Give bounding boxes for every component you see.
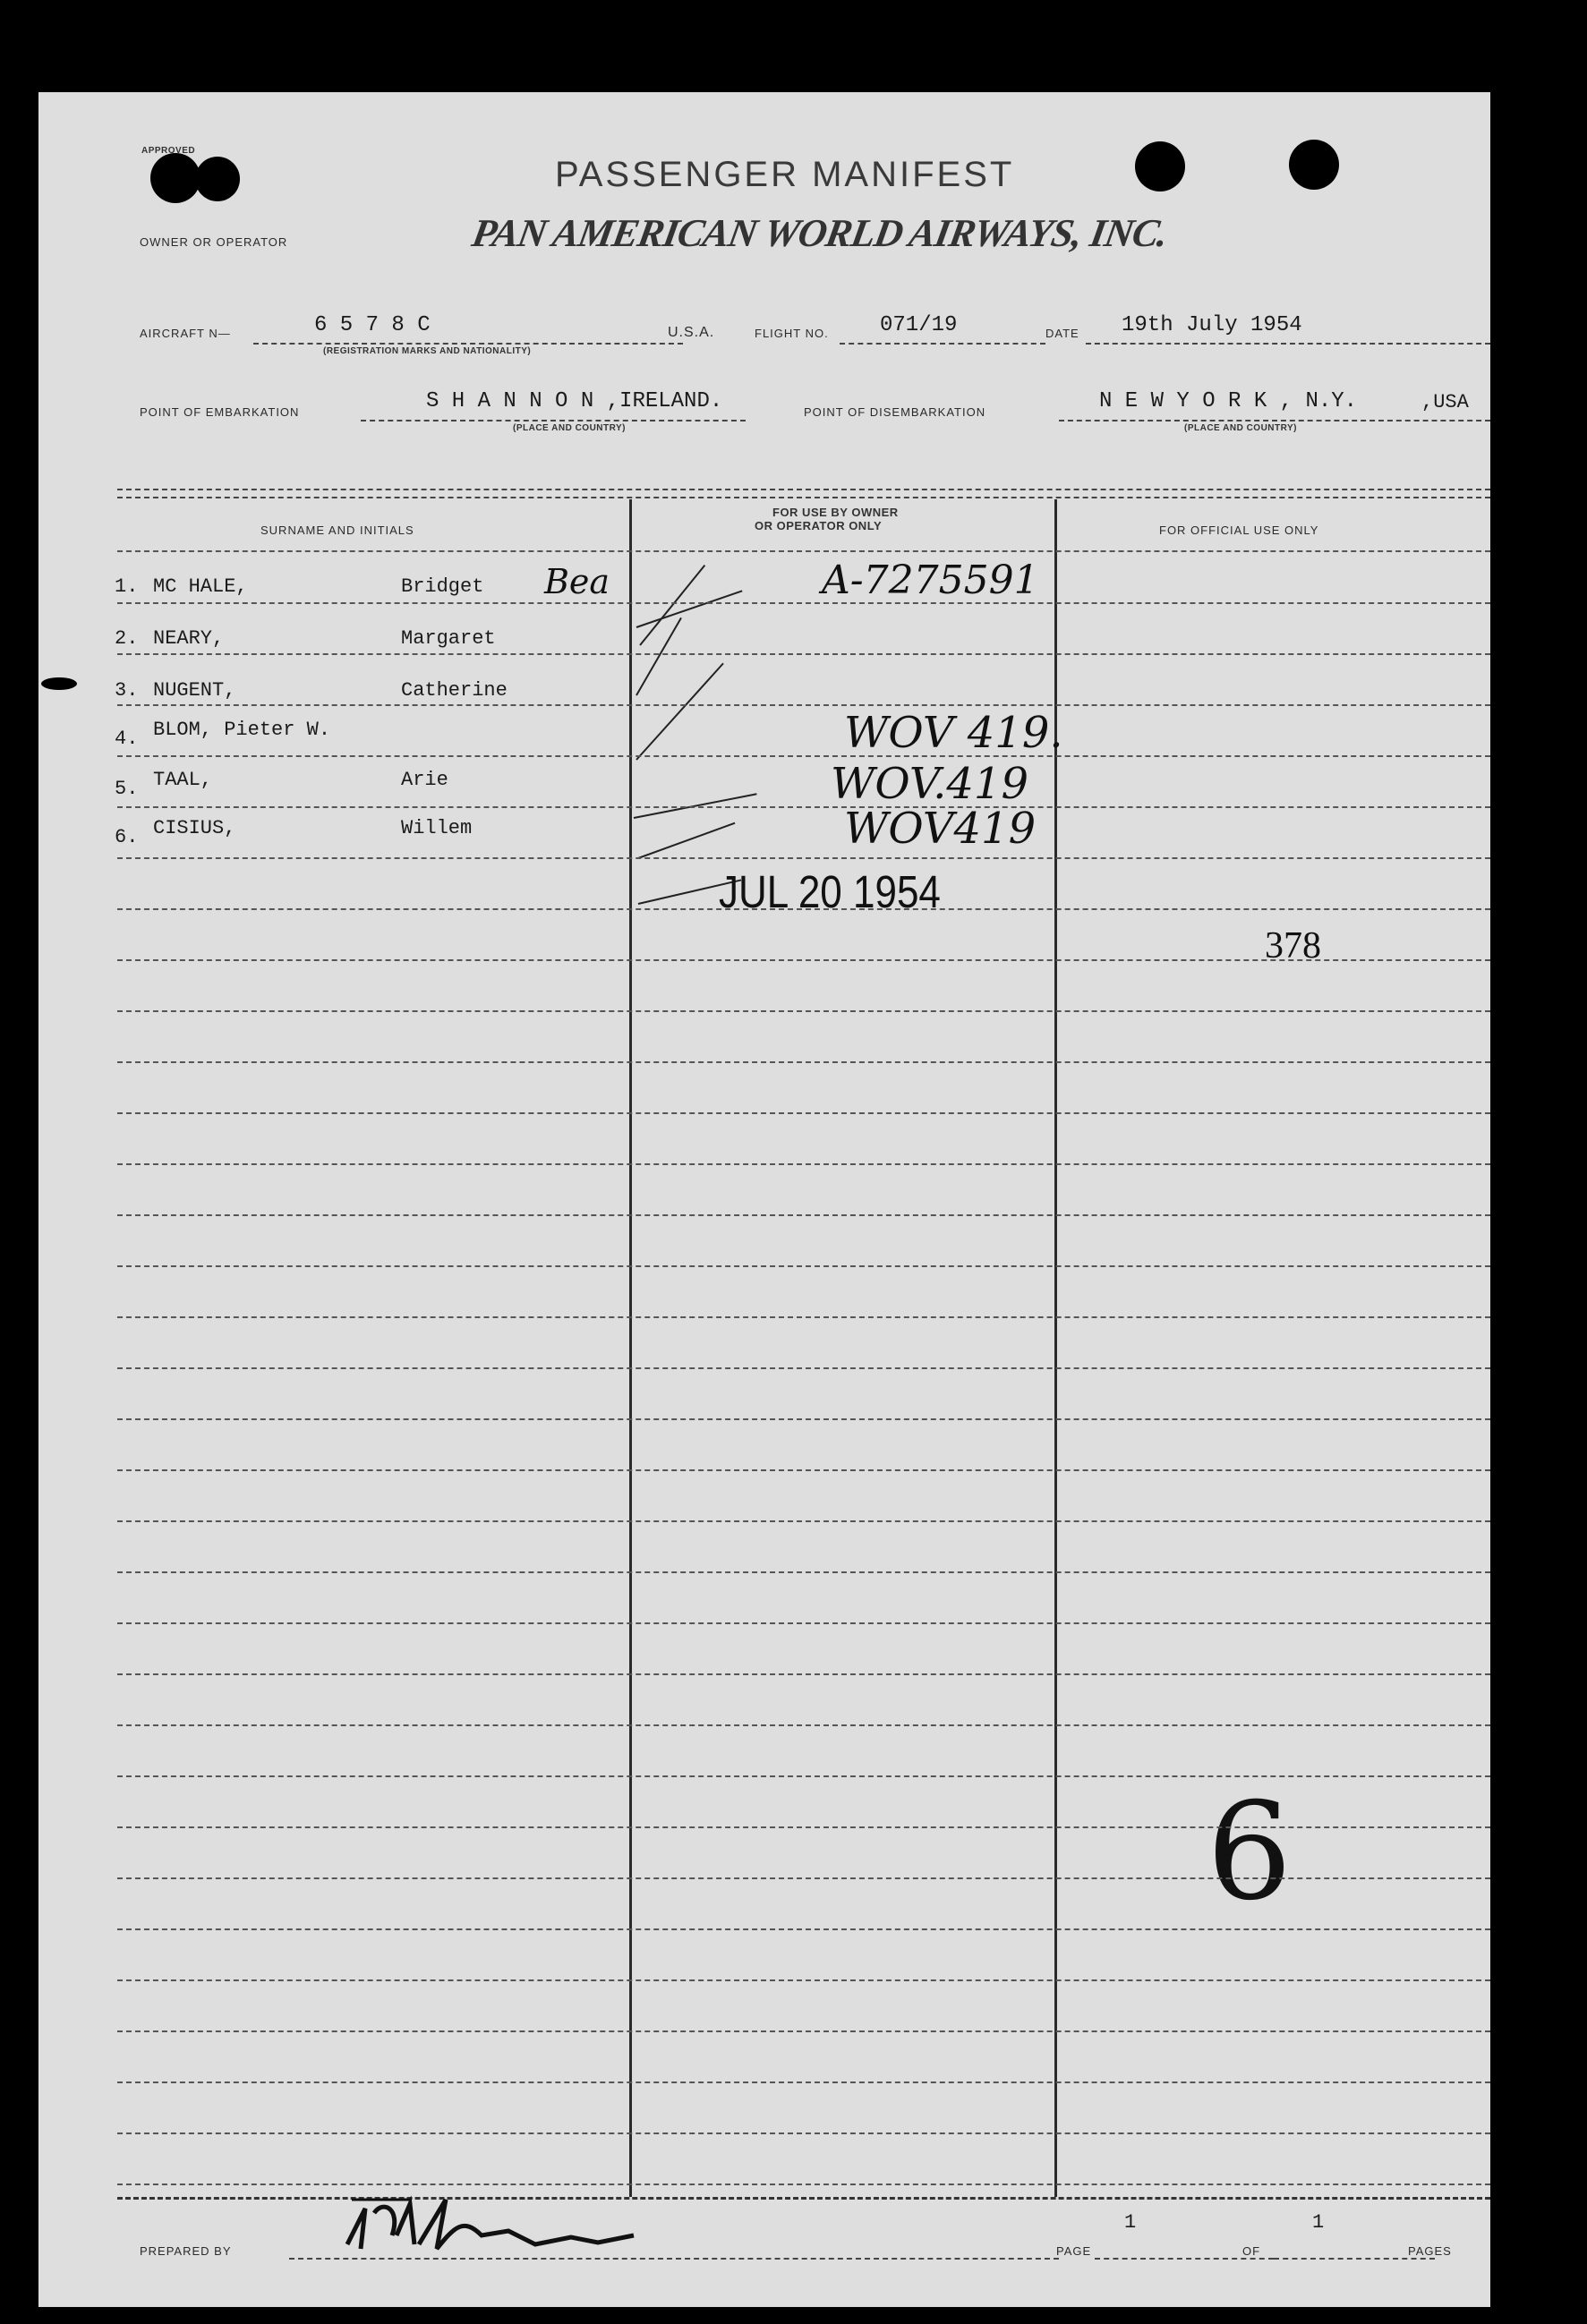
col-header-surname: SURNAME AND INITIALS bbox=[260, 524, 414, 537]
ruled-line bbox=[117, 1928, 1490, 1930]
of-label: OF bbox=[1242, 2244, 1261, 2258]
owner-code: WOV419 bbox=[844, 804, 1037, 854]
disembark-label: POINT OF DISEMBARKATION bbox=[804, 405, 986, 419]
ruled-line bbox=[117, 1520, 1490, 1522]
prepared-label: PREPARED BY bbox=[140, 2244, 232, 2258]
ruled-line bbox=[117, 2081, 1490, 2083]
col-header-official: FOR OFFICIAL USE ONLY bbox=[1159, 524, 1319, 537]
ruled-line bbox=[117, 1826, 1490, 1828]
ruled-line bbox=[117, 1214, 1490, 1216]
aircraft-label: AIRCRAFT N— bbox=[140, 327, 231, 340]
ruled-line bbox=[117, 1775, 1490, 1777]
owner-value: PAN AMERICAN WORLD AIRWAYS, INC. bbox=[468, 211, 1172, 255]
embark-label: POINT OF EMBARKATION bbox=[140, 405, 300, 419]
row-number: 3. bbox=[115, 679, 139, 702]
ruled-line bbox=[117, 2184, 1490, 2185]
passenger-given: Bridget bbox=[401, 575, 484, 598]
aircraft-sub: (REGISTRATION MARKS AND NATIONALITY) bbox=[323, 346, 532, 356]
owner-label: OWNER OR OPERATOR bbox=[140, 235, 288, 249]
punch-hole bbox=[195, 157, 240, 201]
ruled-line bbox=[117, 602, 1490, 604]
page-title: PASSENGER MANIFEST bbox=[555, 155, 1015, 194]
passenger-given: Arie bbox=[401, 769, 448, 791]
passenger-given: Willem bbox=[401, 817, 473, 839]
passenger-surname: TAAL, bbox=[153, 769, 213, 791]
manifest-sheet bbox=[38, 92, 1490, 2307]
disembark-value: N E W Y O R K , N.Y. bbox=[1099, 389, 1358, 413]
passenger-surname: NEARY, bbox=[153, 627, 225, 650]
ruled-line bbox=[117, 1265, 1490, 1267]
ruled-line bbox=[117, 1979, 1490, 1981]
reference-number: 378 bbox=[1265, 925, 1321, 966]
row-number: 6. bbox=[115, 826, 139, 848]
ruled-line bbox=[117, 1877, 1490, 1879]
aircraft-value: 6 5 7 8 C bbox=[314, 313, 431, 337]
ruled-line bbox=[117, 704, 1490, 706]
passenger-given: Catherine bbox=[401, 679, 508, 702]
passenger-surname: BLOM, Pieter W. bbox=[153, 719, 331, 741]
owner-code: WOV 419. bbox=[844, 708, 1063, 758]
row-number: 2. bbox=[115, 627, 139, 650]
flight-value: 071/19 bbox=[880, 313, 958, 337]
pages-label: PAGES bbox=[1408, 2244, 1452, 2258]
punch-hole bbox=[150, 153, 201, 203]
disembark-suffix: ,USA bbox=[1421, 391, 1469, 413]
ruled-line bbox=[117, 1469, 1490, 1471]
disembark-sub: (PLACE AND COUNTRY) bbox=[1184, 423, 1297, 433]
ruled-line bbox=[117, 1163, 1490, 1165]
passenger-surname: NUGENT, bbox=[153, 679, 236, 702]
margin-mark bbox=[41, 677, 77, 690]
row-number: 1. bbox=[115, 575, 139, 598]
passenger-surname: CISIUS, bbox=[153, 817, 236, 839]
punch-hole bbox=[1135, 141, 1185, 192]
flight-label: FLIGHT NO. bbox=[755, 327, 829, 340]
date-value: 19th July 1954 bbox=[1122, 313, 1302, 337]
country: U.S.A. bbox=[668, 325, 715, 340]
ruled-line bbox=[117, 2030, 1490, 2032]
ruled-line bbox=[117, 1316, 1490, 1318]
page-value: 1 bbox=[1124, 2211, 1137, 2234]
passenger-surname: MC HALE, bbox=[153, 575, 248, 598]
owner-code: WOV.419 bbox=[831, 759, 1028, 809]
ruled-line bbox=[117, 806, 1490, 808]
ruled-line bbox=[117, 908, 1490, 910]
ruled-line bbox=[117, 1418, 1490, 1420]
ruled-line bbox=[117, 1112, 1490, 1114]
ruled-line bbox=[117, 2132, 1490, 2134]
handwritten-total: 6 bbox=[1207, 1775, 1293, 1930]
date-label: DATE bbox=[1045, 327, 1079, 340]
received-date-stamp: JUL 20 1954 bbox=[719, 867, 941, 918]
ruled-line bbox=[117, 1571, 1490, 1573]
ruled-line bbox=[117, 959, 1490, 961]
punch-hole bbox=[1289, 140, 1339, 190]
of-value: 1 bbox=[1312, 2211, 1325, 2234]
ruled-line bbox=[117, 653, 1490, 655]
preparer-signature bbox=[329, 2182, 652, 2262]
col-header-owner-line2: OR OPERATOR ONLY bbox=[755, 519, 883, 532]
ruled-line bbox=[117, 1061, 1490, 1063]
ruled-line bbox=[117, 1673, 1490, 1675]
ruled-line bbox=[117, 1622, 1490, 1624]
passenger-given: Margaret bbox=[401, 627, 496, 650]
ruled-line bbox=[117, 755, 1490, 757]
passenger-note: Bea bbox=[544, 562, 610, 601]
ruled-line bbox=[117, 1724, 1490, 1726]
row-number: 5. bbox=[115, 778, 139, 800]
ruled-line bbox=[117, 1367, 1490, 1369]
embark-value: S H A N N O N ,IRELAND. bbox=[426, 389, 723, 413]
col-header-owner-line1: FOR USE BY OWNER bbox=[772, 506, 899, 519]
page-label: PAGE bbox=[1056, 2244, 1092, 2258]
row-number: 4. bbox=[115, 728, 139, 750]
column-divider bbox=[629, 499, 632, 2197]
approval-stamp: APPROVED bbox=[141, 146, 196, 156]
ruled-line bbox=[117, 857, 1490, 859]
embark-sub: (PLACE AND COUNTRY) bbox=[513, 423, 626, 433]
owner-code: A-7275591 bbox=[822, 558, 1039, 603]
ruled-line bbox=[117, 1010, 1490, 1012]
